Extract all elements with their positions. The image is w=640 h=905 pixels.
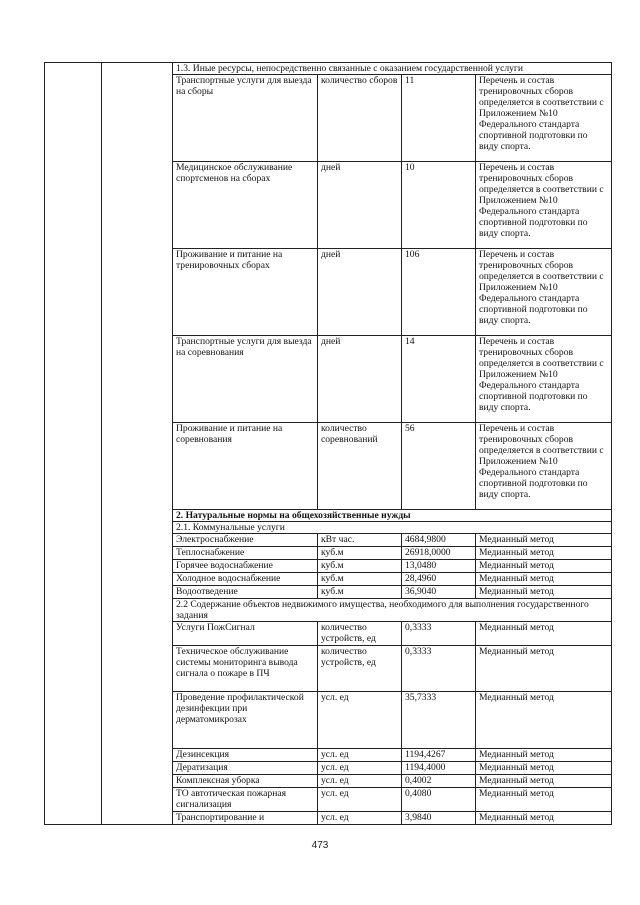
value-cell: 10 [402,162,476,249]
method-cell: Медианный метод [476,573,612,586]
method-cell: Медианный метод [476,812,612,825]
unit-cell: дней [318,162,402,249]
unit-cell: куб.м [318,573,402,586]
unit-cell: усл. ед [318,692,402,749]
value-cell: 4684,9800 [402,534,476,547]
unit-cell: количество устройств, ед [318,622,402,646]
item-name-cell: Транспортные услуги для выезда на соревнования [173,336,318,423]
method-cell: Медианный метод [476,692,612,749]
unit-cell: количество соревнований [318,423,402,510]
unit-cell: усл. ед [318,788,402,812]
section-row-1-3 [45,63,612,75]
unit-cell: усл. ед [318,762,402,775]
method-cell: Перечень и состав тренировочных сборов определяется в соответствии с Приложением №10 Федерального стандарта спортивной подготовки по виду спорта. [476,423,612,510]
item-name-cell: Дератизация [173,762,318,775]
unit-cell: усл. ед [318,775,402,788]
unit-cell: куб.м [318,560,402,573]
item-name-cell: Техническое обслуживание системы мониторинга вывода сигнала о пожаре в ПЧ [173,646,318,692]
method-cell: Медианный метод [476,586,612,599]
value-cell: 0,4080 [402,788,476,812]
section-heading-1-3: 1.3. Иные ресурсы, непосредственно связанные с оказанием государственной услуги [173,63,612,75]
unit-cell: количество сборов [318,75,402,162]
norms-table [44,62,612,825]
method-cell: Медианный метод [476,622,612,646]
unit-cell: куб.м [318,547,402,560]
item-name-cell: Теплоснабжение [173,547,318,560]
value-cell: 56 [402,423,476,510]
blank-column-2 [102,63,173,825]
unit-cell: усл. ед [318,812,402,825]
item-name-cell: Проведение профилактической дезинфекции при дерматомикрозах [173,692,318,749]
value-cell: 36,9040 [402,586,476,599]
value-cell: 11 [402,75,476,162]
value-cell: 0,4002 [402,775,476,788]
method-cell: Перечень и состав тренировочных сборов определяется в соответствии с Приложением №10 Федерального стандарта спортивной подготовки по виду спорта. [476,162,612,249]
unit-cell: куб.м [318,586,402,599]
item-name-cell: Горячее водоснабжение [173,560,318,573]
section-heading-2-2: 2.2 Содержание объектов недвижимого имущества, необходимого для выполнения государственного задания [173,599,612,622]
value-cell: 14 [402,336,476,423]
unit-cell: кВт час. [318,534,402,547]
value-cell: 3,9840 [402,812,476,825]
method-cell: Медианный метод [476,534,612,547]
unit-cell: количество устройств, ед [318,646,402,692]
method-cell: Медианный метод [476,788,612,812]
item-name-cell: Проживание и питание на тренировочных сборах [173,249,318,336]
value-cell: 0,3333 [402,646,476,692]
value-cell: 13,0480 [402,560,476,573]
item-name-cell: Комплексная уборка [173,775,318,788]
unit-cell: дней [318,249,402,336]
method-cell: Перечень и состав тренировочных сборов определяется в соответствии с Приложением №10 Федерального стандарта спортивной подготовки по виду спорта. [476,336,612,423]
item-name-cell: Проживание и питание на соревнования [173,423,318,510]
value-cell: 106 [402,249,476,336]
value-cell: 1194,4000 [402,762,476,775]
unit-cell: усл. ед [318,749,402,762]
blank-column-1 [45,63,102,825]
section-heading-2-1: 2.1. Коммунальные услуги [173,522,612,534]
method-cell: Медианный метод [476,762,612,775]
unit-cell: дней [318,336,402,423]
page-number: 473 [311,840,329,851]
method-cell: Медианный метод [476,749,612,762]
item-name-cell: Транспортные услуги для выезда на сборы [173,75,318,162]
norms-table-body [45,63,612,825]
item-name-cell: ТО автотическая пожарная сигнализация [173,788,318,812]
section-heading-2: 2. Натуральные нормы на общехозяйственные нужды [173,510,612,522]
value-cell: 26918,0000 [402,547,476,560]
item-name-cell: Услуги ПожСигнал [173,622,318,646]
item-name-cell: Транспортирование и [173,812,318,825]
method-cell: Перечень и состав тренировочных сборов определяется в соответствии с Приложением №10 Федерального стандарта спортивной подготовки по виду спорта. [476,75,612,162]
item-name-cell: Холодное водоснабжение [173,573,318,586]
method-cell: Медианный метод [476,646,612,692]
item-name-cell: Медицинское обслуживание спортсменов на сборах [173,162,318,249]
method-cell: Медианный метод [476,775,612,788]
method-cell: Перечень и состав тренировочных сборов определяется в соответствии с Приложением №10 Федерального стандарта спортивной подготовки по виду спорта. [476,249,612,336]
item-name-cell: Водоотведение [173,586,318,599]
value-cell: 0,3333 [402,622,476,646]
method-cell: Медианный метод [476,547,612,560]
item-name-cell: Дезинсекция [173,749,318,762]
value-cell: 28,4960 [402,573,476,586]
value-cell: 1194,4267 [402,749,476,762]
item-name-cell: Электроснабжение [173,534,318,547]
method-cell: Медианный метод [476,560,612,573]
value-cell: 35,7333 [402,692,476,749]
